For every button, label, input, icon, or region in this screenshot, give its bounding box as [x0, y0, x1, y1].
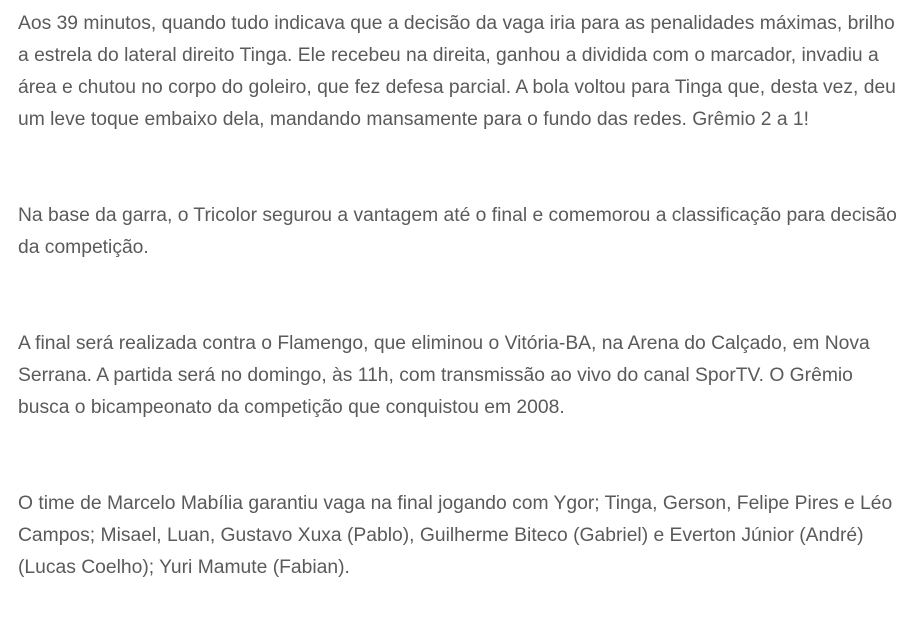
paragraph-final: A final será realizada contra o Flamengo, que eliminou o Vitória-BA, na Arena do Calçado, em Nova Serrana. A partida será no domingo, às 11h, com transmissão ao vivo do canal SporTV. O Grêmio busca o bicampeonato da competição que conquistou em 2008.: [18, 333, 870, 418]
paragraph-classification: Na base da garra, o Tricolor segurou a vantagem até o final e comemorou a classificação para decisão da competição.: [18, 205, 897, 258]
article-body: [18, 8, 898, 584]
paragraph-lineup: O time de Marcelo Mabília garantiu vaga na final jogando com Ygor; Tinga, Gerson, Felipe Pires e Léo Campos; Misael, Luan, Gustavo Xuxa (Pablo), Guilherme Biteco (Gabriel) e Everton Júnior (André) (Lucas Coelho); Yuri Mamute (Fabian).: [18, 493, 893, 578]
paragraph-goal: Aos 39 minutos, quando tudo indicava que a decisão da vaga iria para as penalidades máximas, brilho a estrela do lateral direito Tinga. Ele recebeu na direita, ganhou a dividida com o marcador, invadiu a área e chutou no corpo do goleiro, que fez defesa parcial. A bola voltou para Tinga que, desta vez, deu um leve toque embaixo dela, mandando mansamente para o fundo das redes. Grêmio 2 a 1!: [18, 13, 896, 130]
